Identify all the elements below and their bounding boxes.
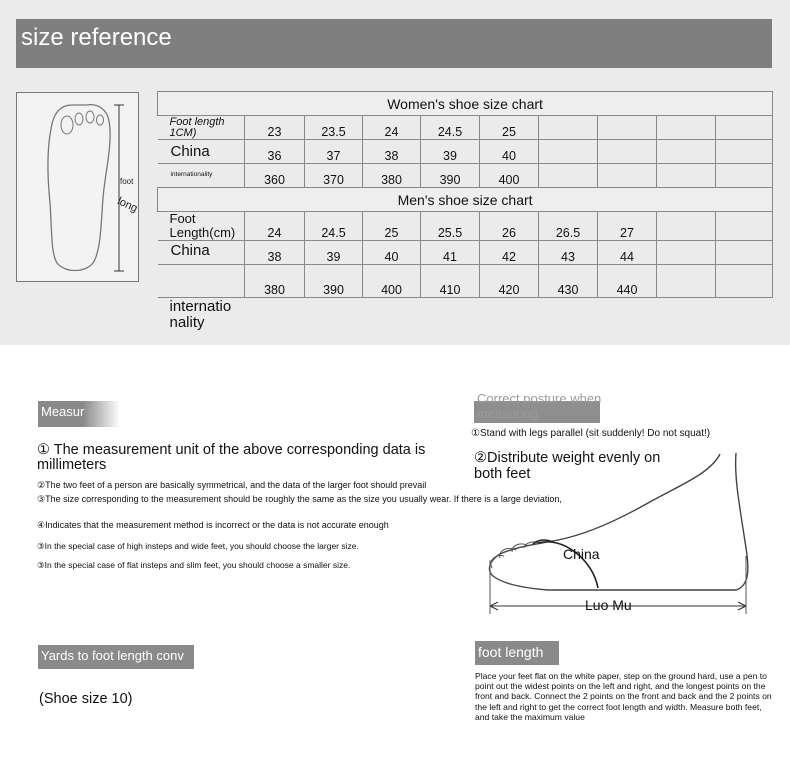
foot-diagram [16, 92, 139, 282]
table-cell [657, 164, 716, 188]
table-cell: 440 [598, 265, 657, 298]
table-row [158, 265, 773, 298]
table-cell: 38 [363, 140, 421, 164]
table-cell: 25.5 [421, 212, 480, 241]
table-row [158, 241, 773, 265]
table-cell [539, 140, 598, 164]
table-cell: 39 [305, 241, 363, 265]
women-title-row [158, 92, 773, 116]
luo-mu-label: Luo Mu [585, 597, 632, 613]
measurement-note: ④Indicates that the measurement method is incorrect or the data is not accurate enough [37, 520, 389, 530]
row-label: China [158, 241, 245, 265]
table-cell [657, 212, 716, 241]
table-cell: 380 [363, 164, 421, 188]
row-label: internationality [158, 265, 245, 298]
table-cell [716, 212, 773, 241]
table-cell: 370 [305, 164, 363, 188]
table-cell: 24.5 [421, 116, 480, 140]
table-cell: 23 [245, 116, 305, 140]
table-cell [716, 265, 773, 298]
table-cell: 390 [421, 164, 480, 188]
row-label: China [158, 140, 245, 164]
table-cell: 410 [421, 265, 480, 298]
table-cell: 40 [480, 140, 539, 164]
china-label: China [563, 546, 600, 562]
table-cell: 360 [245, 164, 305, 188]
table-cell: 25 [480, 116, 539, 140]
shoe-size-table [157, 91, 773, 331]
table-cell [657, 140, 716, 164]
row-label: Foot Length(cm) [158, 212, 245, 241]
long-label: long [115, 195, 140, 215]
foot-length-instructions: Place your feet flat on the white paper, step on the ground hard, use a pen to point out the widest points on the left and right, and the longest points on the front and back. Connect the 2 points on the front and back and the 2 points on the left and right to get the correct foot length and width. Measure both feet, and take the maximum value [475, 671, 772, 722]
table-cell: 430 [539, 265, 598, 298]
table-cell: 41 [421, 241, 480, 265]
table-cell: 39 [421, 140, 480, 164]
men-title-row [158, 188, 773, 212]
posture-step-1: ①Stand with legs parallel (sit suddenly! Do not squat!) [471, 428, 711, 439]
table-row [158, 164, 773, 188]
posture-step-2: ②Distribute weight evenly on both feet [474, 450, 661, 482]
table-cell [657, 116, 716, 140]
foot-label: foot [120, 177, 134, 186]
table-cell: 27 [598, 212, 657, 241]
table-cell: 37 [305, 140, 363, 164]
posture-heading: Correct posture when measuring [477, 391, 602, 421]
measurement-note: ③The size corresponding to the measurement should be roughly the same as the size you usually wear. If there is a large deviation, [37, 494, 562, 504]
measurement-note: ②The two feet of a person are basically symmetrical, and the data of the larger foot should prevail [37, 480, 427, 490]
table-cell: 380 [245, 265, 305, 298]
table-row [158, 212, 773, 241]
table-cell: 24 [363, 116, 421, 140]
measurement-point-1: ① The measurement unit of the above corresponding data is millimeters [37, 442, 426, 473]
table-cell: 38 [245, 241, 305, 265]
table-cell: 42 [480, 241, 539, 265]
table-cell: 400 [480, 164, 539, 188]
table-cell: 40 [363, 241, 421, 265]
table-cell [716, 164, 773, 188]
table-cell: 44 [598, 241, 657, 265]
table-cell: 390 [305, 265, 363, 298]
foot-length-heading: foot length [475, 641, 559, 665]
table-cell [716, 241, 773, 265]
row-label: Foot length 1CM) [158, 116, 245, 140]
conversion-heading: Yards to foot length conv [38, 645, 194, 669]
table-cell [716, 140, 773, 164]
men-table-title: Men's shoe size chart [158, 188, 773, 212]
table-cell [657, 265, 716, 298]
table-cell [539, 116, 598, 140]
measurement-note: ③In the special case of flat insteps and slim feet, you should choose a smaller size. [37, 560, 351, 570]
foot-side-illustration-icon [478, 448, 758, 618]
page-title: size reference [16, 19, 772, 68]
table-row [158, 140, 773, 164]
table-cell [598, 164, 657, 188]
table-cell [539, 164, 598, 188]
table-cell: 420 [480, 265, 539, 298]
table-cell: 400 [363, 265, 421, 298]
table-cell: 23.5 [305, 116, 363, 140]
shoe-size-example: (Shoe size 10) [39, 691, 133, 707]
table-cell [657, 241, 716, 265]
table-cell: 26.5 [539, 212, 598, 241]
table-cell [716, 116, 773, 140]
size-reference-panel [0, 0, 790, 345]
table-cell: 26 [480, 212, 539, 241]
table-cell: 24 [245, 212, 305, 241]
table-cell [598, 116, 657, 140]
table-row [158, 116, 773, 140]
women-table-title: Women's shoe size chart [158, 92, 773, 116]
row-label: internationality [158, 164, 245, 188]
table-cell: 43 [539, 241, 598, 265]
table-cell: 25 [363, 212, 421, 241]
measurement-heading: Measur [38, 401, 120, 427]
foot-outline-icon [17, 93, 140, 283]
measurement-note: ③In the special case of high insteps and wide feet, you should choose the larger size. [37, 541, 359, 551]
table-cell: 36 [245, 140, 305, 164]
table-cell [598, 140, 657, 164]
table-cell: 24.5 [305, 212, 363, 241]
